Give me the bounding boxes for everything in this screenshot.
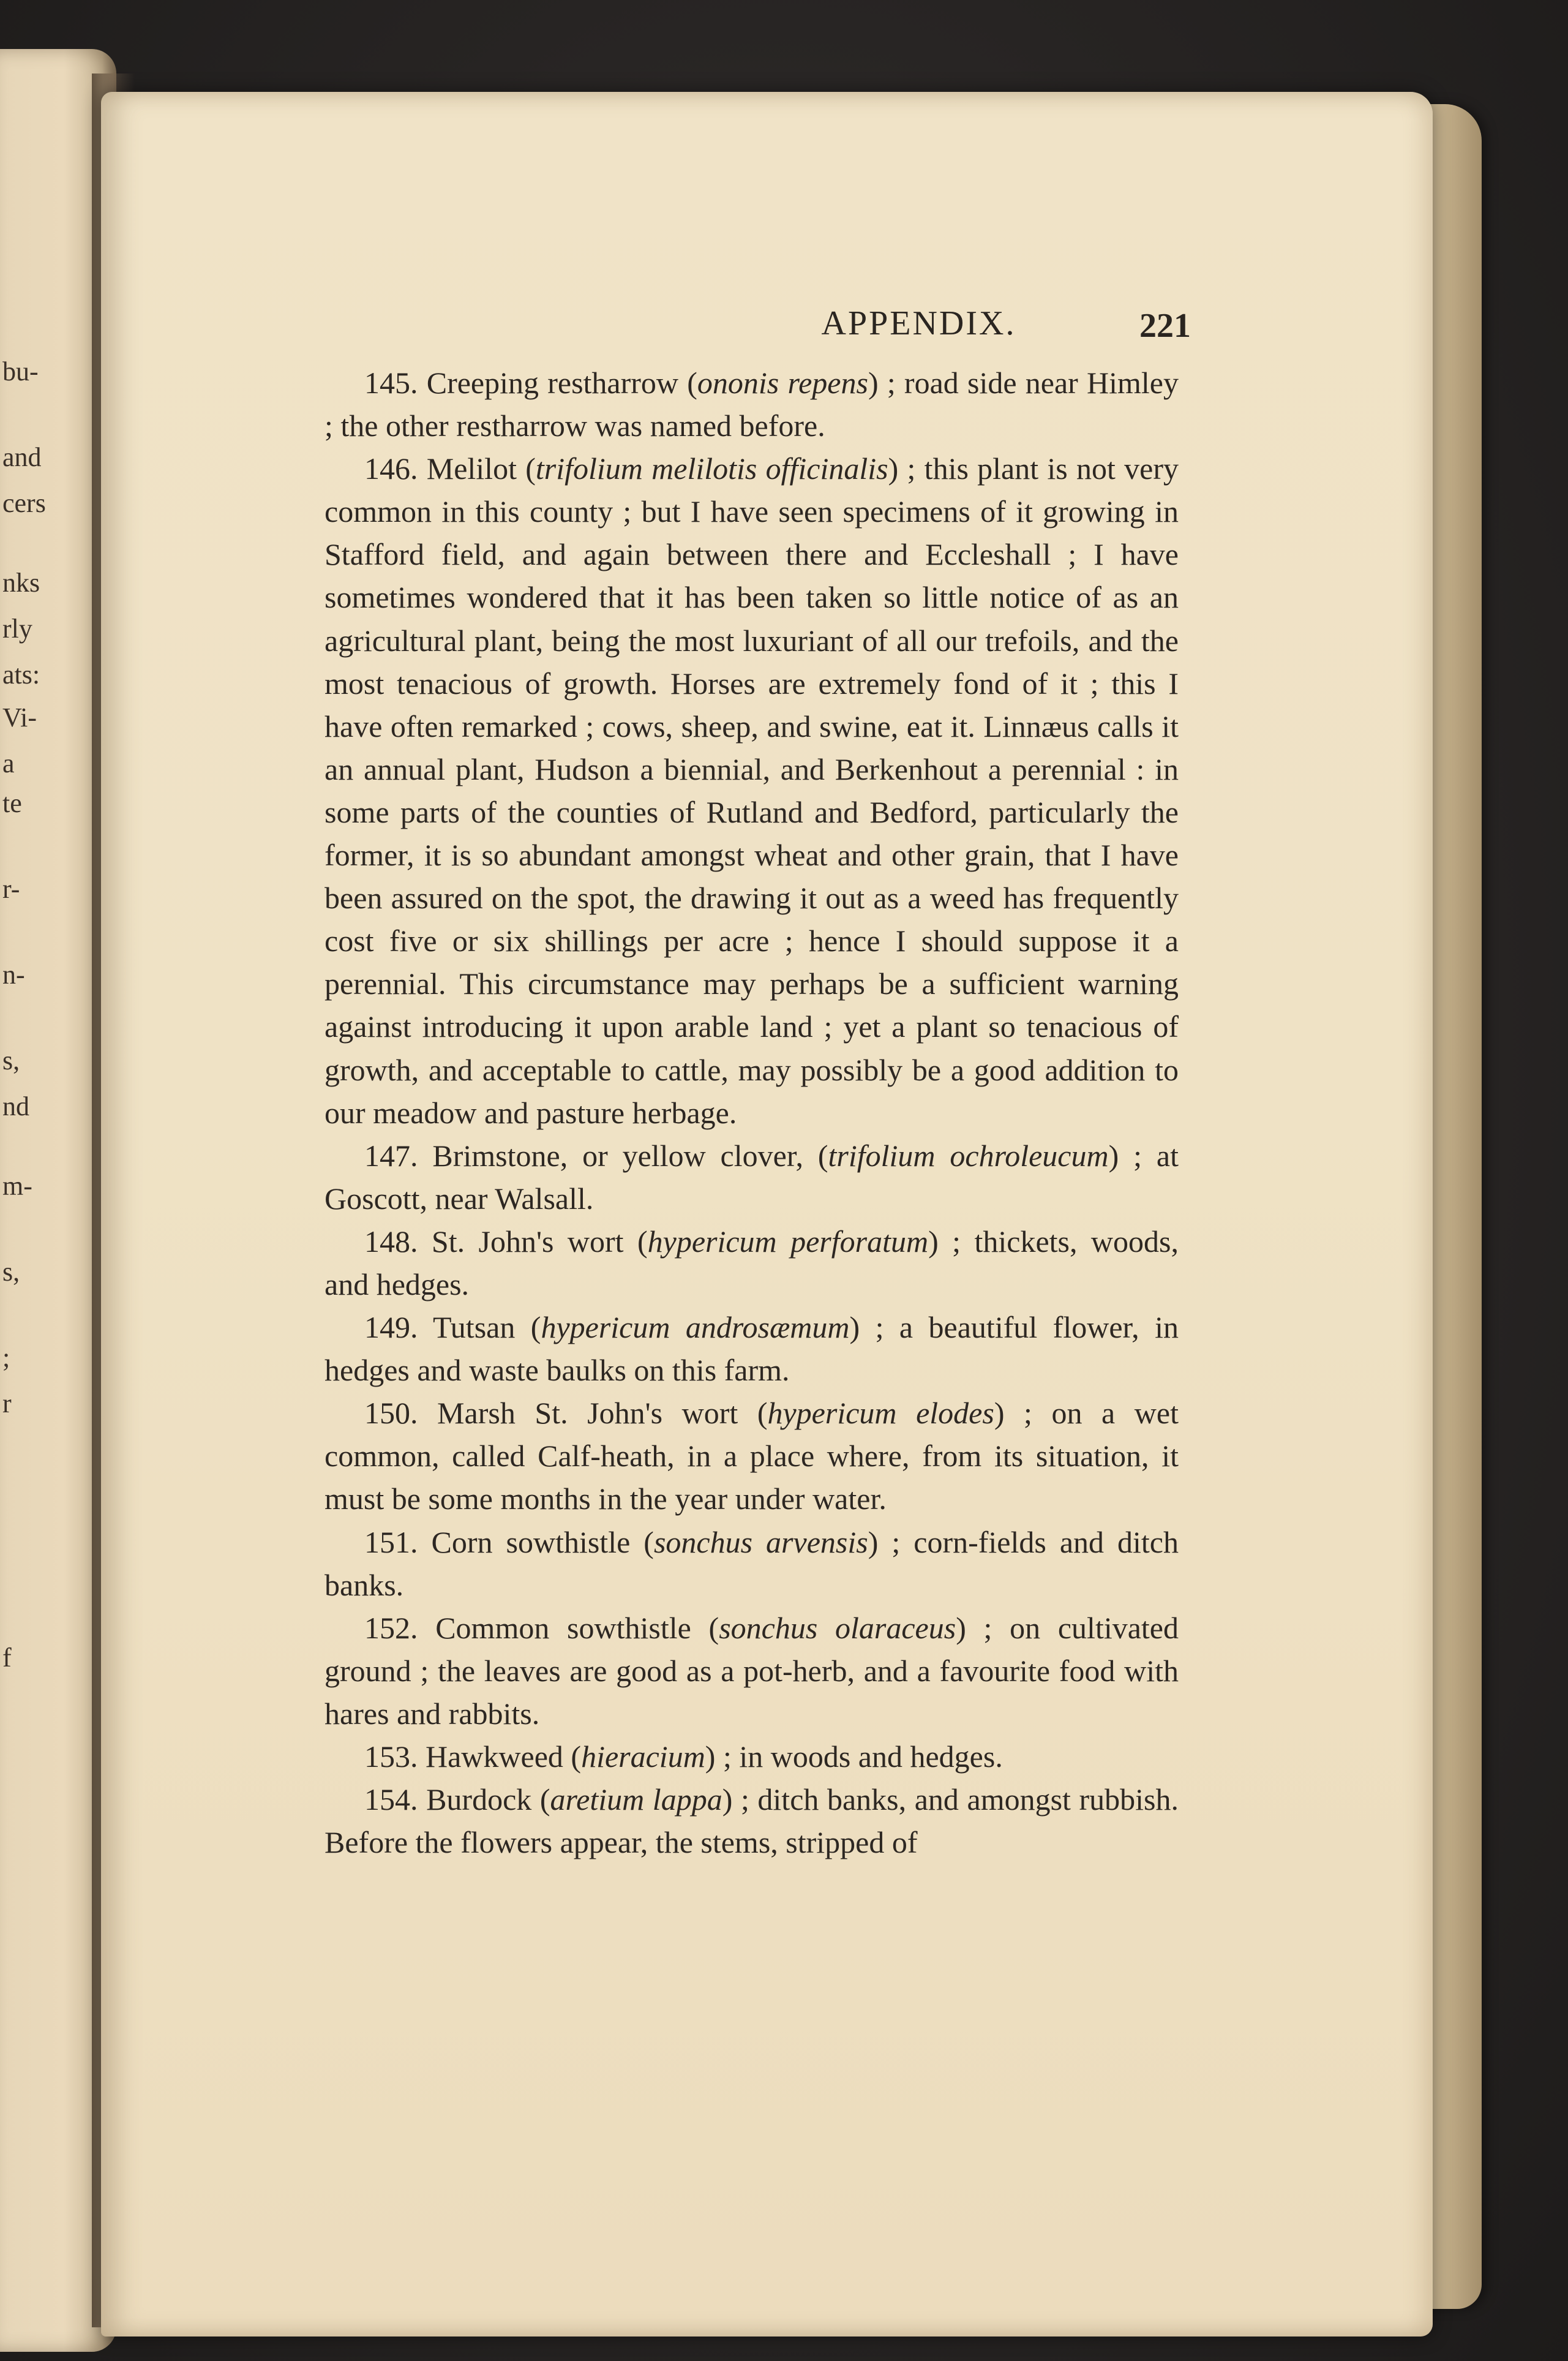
facing-page-fragment: cers [2,488,46,518]
page-body [324,361,1179,1864]
entry-154: 154. Burdock (aretium lappa) ; ditch banks, and amongst rubbish. Before the flowers appear, the stems, stripped of [324,1782,1179,1860]
facing-page-fragment: te [2,788,22,818]
facing-page-fragment: rly [2,614,32,644]
facing-page-fragment: Vi- [2,702,37,732]
facing-page-text [0,49,46,2352]
facing-page-fragment: n- [2,960,25,990]
facing-page-fragment: m- [2,1171,32,1201]
facing-page-fragment: r- [2,874,20,904]
facing-page-fragment: and [2,442,42,472]
entry-151: 151. Corn sowthistle (sonchus arvensis) ; corn-fields and ditch banks. [324,1524,1179,1602]
facing-page-fragment: ; [2,1342,10,1373]
entry-145: 145. Creeping restharrow (ononis repens) ; road side near Himley ; the other restharrow was named before. [324,366,1179,443]
facing-page-fragment: bu- [2,356,39,386]
entry-153: 153. Hawkweed (hieracium) ; in woods and hedges. [364,1739,1003,1774]
entry-149: 149. Tutsan (hypericum androsæmum) ; a beautiful flower, in hedges and waste baulks on this farm. [324,1310,1179,1388]
entry-150: 150. Marsh St. John's wort (hypericum elodes) ; on a wet common, called Calf-heath, in a place where, from its situation, it must be some months in the year under water. [324,1396,1179,1516]
facing-page-fragment: ats: [2,660,40,690]
facing-page-fragment: s, [2,1257,20,1287]
entry-147: 147. Brimstone, or yellow clover, (trifolium ochroleucum) ; at Goscott, near Walsall. [324,1138,1179,1216]
facing-page-fragment: a [2,748,15,778]
entry-148: 148. St. John's wort (hypericum perforatum) ; thickets, woods, and hedges. [324,1224,1179,1301]
facing-page-fragment: nks [2,568,40,598]
facing-page-fragment: s, [2,1045,20,1075]
running-head: APPENDIX. [821,304,1016,342]
facing-page-fragment: f [2,1643,12,1673]
page-number: 221 [1139,307,1191,345]
facing-page-fragment: r [2,1388,12,1418]
facing-page-fragment: nd [2,1091,29,1121]
entry-152: 152. Common sowthistle (sonchus olaraceus) ; on cultivated ground ; the leaves are good as a pot-herb, and a favourite food with hares and rabbits. [324,1610,1179,1731]
entry-146: 146. Melilot (trifolium melilotis officinalis) ; this plant is not very common in this county ; but I have seen specimens of it growing in Stafford field, and again between there and Eccleshall ; I have sometimes wondered that it has been taken so little notice of as an agricultural plant, being the most luxuriant of all our trefoils, and the most tenacious of growth. Horses are extremely fond of it ; this I have often remarked ; cows, sheep, and swine, eat it. Linnæus calls it an annual plant, Hudson a biennial, and Berkenhout a perennial : in some parts of the counties of Rutland and Bedford, particularly the former, it is so abundant amongst wheat and other grain, that I have been assured on the spot, the drawing it out as a weed has frequently cost five or six shillings per acre ; hence I should suppose it a perennial. This circumstance may perhaps be a sufficient warning against introducing it upon arable land ; yet a plant so tenacious of growth, and acceptable to cattle, may possibly be a good addition to our meadow and pasture herbage. [324,451,1179,1130]
